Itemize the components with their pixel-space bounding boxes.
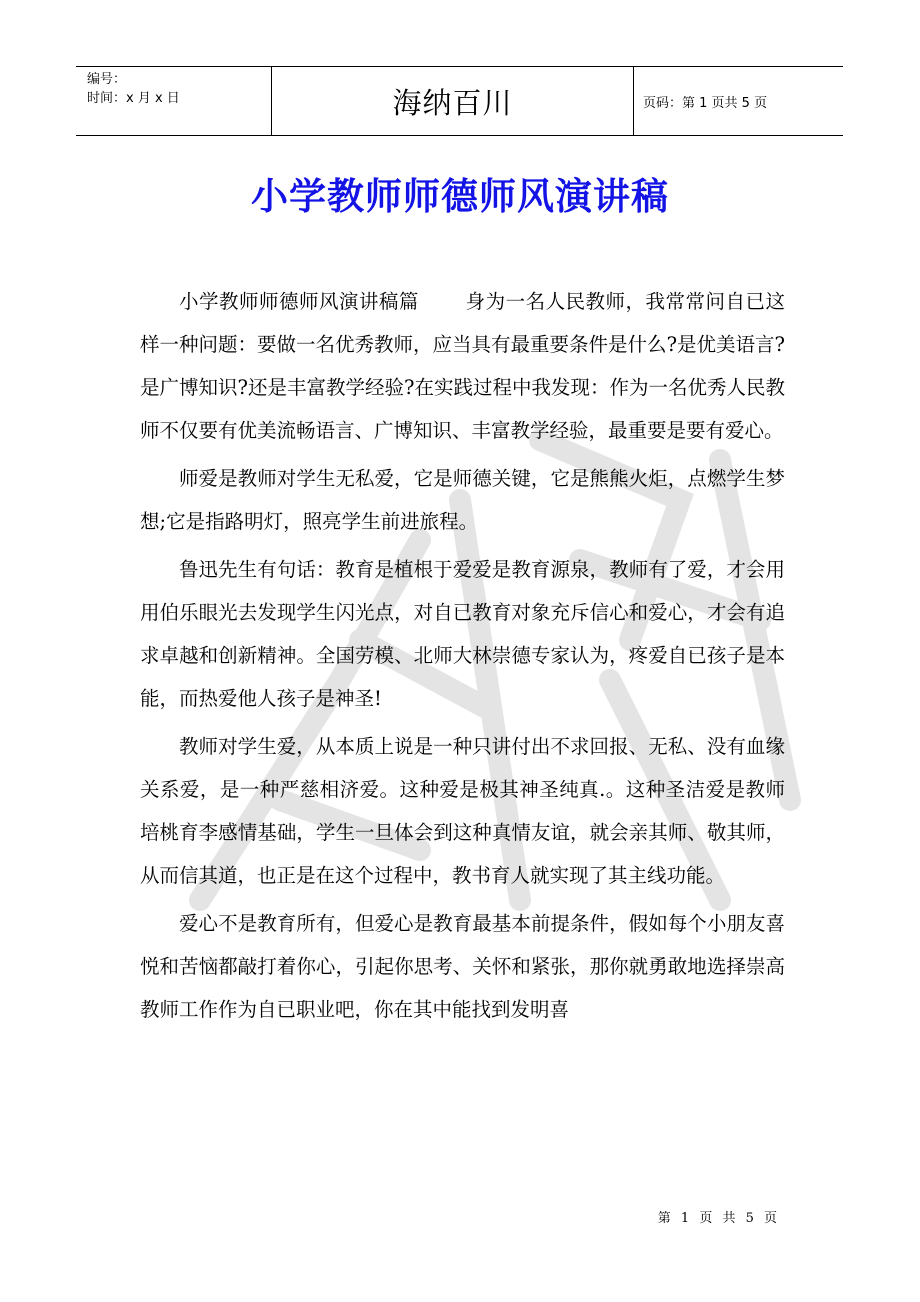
paragraph: 师爱是教师对学生无私爱，它是师德关键，它是熊熊火炬，点燃学生梦想;它是指路明灯，照亮学生前进旅程。 xyxy=(140,467,785,533)
header-meta xyxy=(76,67,272,135)
paragraph: 鲁迅先生有句话：教育是植根于爱爱是教育源泉，教师有了爱，才会用用伯乐眼光去发现学生闪光点，对自已教育对象充斥信心和爱心，才会有追求卓越和创新精神。全国劳模、北师大林崇德专家认为，疼爱自已孩子是本能，而热爱他人孩子是神圣! xyxy=(140,558,785,710)
paragraph: 教师对学生爱，从本质上说是一种只讲付出不求回报、无私、没有血缘关系爱，是一种严慈相济爱。这种爱是极其神圣纯真.。这种圣洁爱是教师培桃育李感情基础，学生一旦体会到这种真情友谊，就会亲其师、敬其师，从而信其道，也正是在这个过程中，教书育人就实现了其主线功能。 xyxy=(140,735,785,887)
document-title: 小学教师师德师风演讲稿 xyxy=(251,174,669,218)
paragraph: 小学教师师德师风演讲稿篇 身为一名人民教师，我常常问自已这样一种问题：要做一名优秀教师，应当具有最重要条件是什么?是优美语言?是广博知识?还是丰富教学经验?在实践过程中我发现：作为一名优秀人民教师不仅要有优美流畅语言、广博知识、丰富教学经验，最重要是要有爱心。 xyxy=(140,290,785,442)
header-number-label: 编号： xyxy=(87,72,127,87)
header-date-label: 时间：x 月 x 日 xyxy=(87,91,180,106)
document-body xyxy=(140,280,785,1036)
header-page-number: 页码：第 1 页共 5 页 xyxy=(643,95,768,111)
page-footer: 第 1 页 共 5 页 xyxy=(657,1211,780,1226)
document-header xyxy=(76,66,843,136)
header-center-title: 海纳百川 xyxy=(272,67,634,135)
paragraph: 爱心不是教育所有，但爱心是教育最基本前提条件，假如每个小朋友喜悦和苦恼都敲打着你心，引起你思考、关怀和紧张，那你就勇敢地选择崇高教师工作作为自已职业吧，你在其中能找到发明喜 xyxy=(140,912,785,1021)
